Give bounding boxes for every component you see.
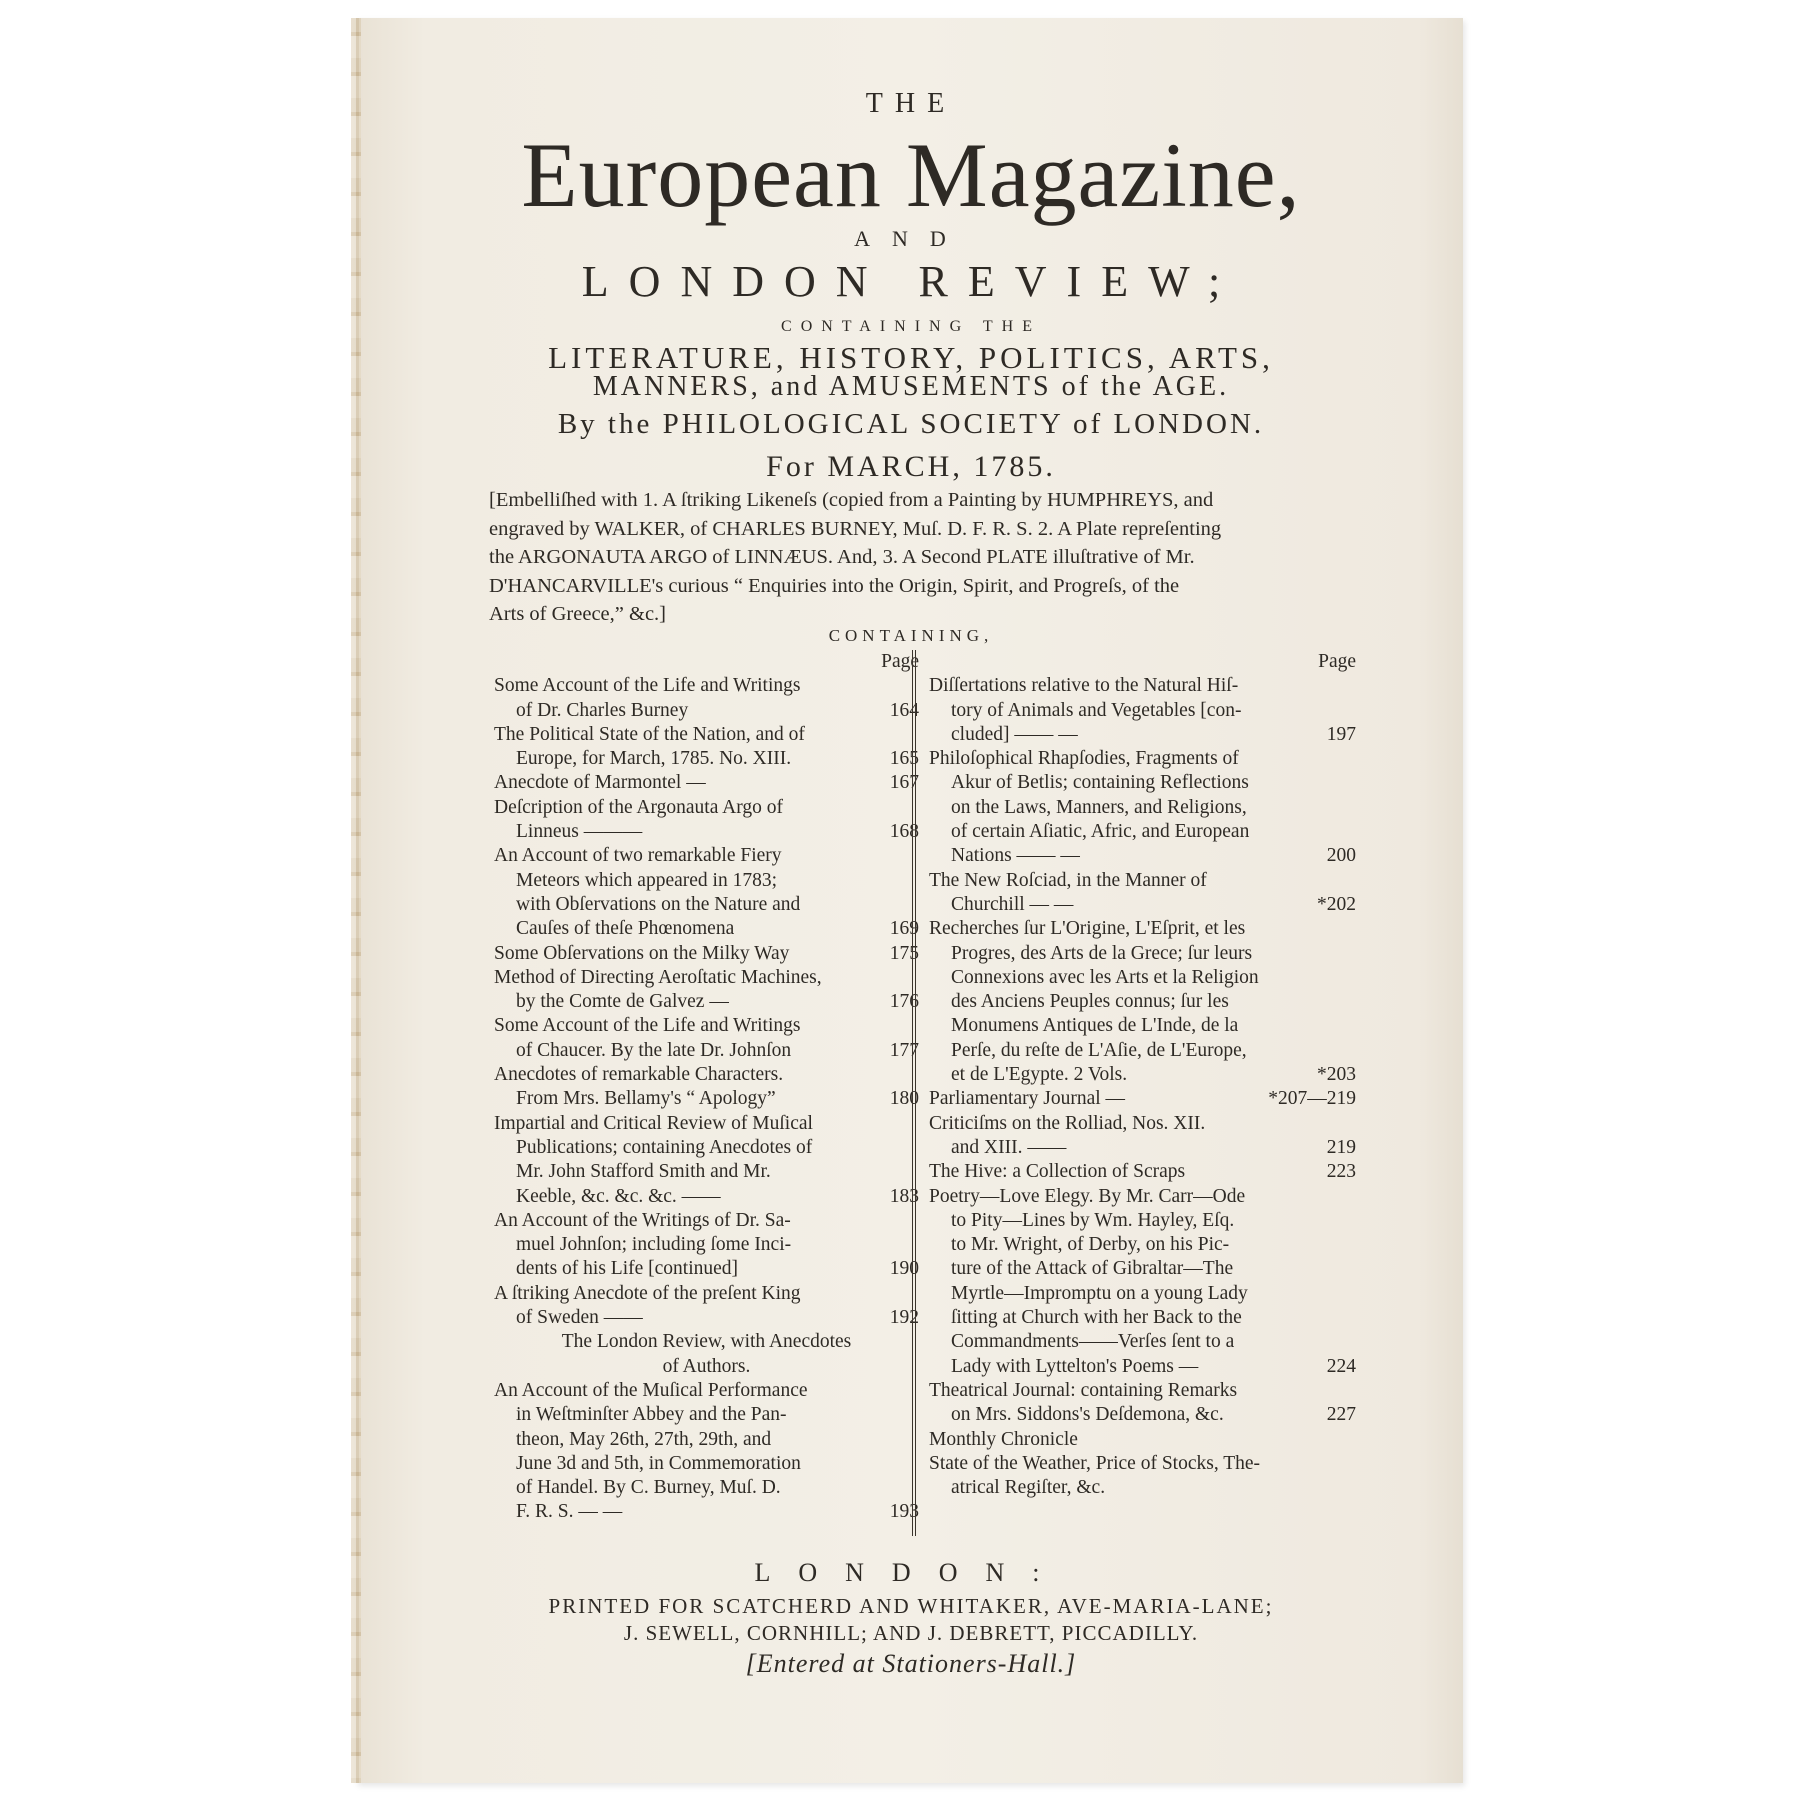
contents-entry (494, 723, 919, 772)
entry-page-number: 219 (1326, 1136, 1356, 1158)
by-line: By the PHILOLOGICAL SOCIETY of LONDON. (557, 408, 1265, 440)
entry-line: An Account of the Writings of Dr. Sa- (494, 1209, 791, 1231)
entry-line: Theatrical Journal: containing Remarks (929, 1379, 1238, 1401)
contents-entry (494, 942, 919, 966)
entry-line: The London Review, with Anecdotes (561, 1331, 852, 1353)
entry-line: Meteors which appeared in 1783; (516, 869, 778, 891)
entry-line: Churchill — — (951, 893, 1074, 915)
entry-line: Linneus ——— (516, 821, 643, 843)
entry-line: June 3d and 5th, in Commemoration (516, 1452, 801, 1474)
contents-entry (929, 674, 1356, 747)
embellished-line: D'HANCARVILLE's curious “ Enquiries into the Origin, Spirit, and Progreſs, of the (489, 574, 1180, 597)
containing-the: CONTAINING THE (781, 318, 1041, 335)
entry-line: Anecdotes of remarkable Characters. (494, 1064, 784, 1086)
entry-page-number: 224 (1326, 1355, 1356, 1377)
entry-line: Lady with Lyttelton's Poems — (951, 1355, 1199, 1377)
entry-line: in Weſtminſter Abbey and the Pan- (516, 1404, 787, 1426)
entry-line: The Political State of the Nation, and of (494, 723, 805, 745)
entry-line: of Authors. (662, 1355, 751, 1377)
entry-page-number: 175 (889, 942, 919, 964)
contents-entry (494, 771, 919, 795)
entry-line: Impartial and Critical Review of Muſical (494, 1112, 813, 1134)
entry-line: Deſcription of the Argonauta Argo of (494, 796, 784, 818)
masthead-and: AND (854, 226, 968, 251)
page-column-label: Page (881, 651, 919, 672)
entry-line: Some Obſervations on the Milky Way (494, 942, 790, 964)
entry-page-number: *207—219 (1268, 1088, 1356, 1110)
entered-note: [Entered at Stationers-Hall.] (745, 1649, 1077, 1678)
entry-line: Cauſes of theſe Phœnomena (516, 918, 735, 940)
entry-line: Monumens Antiques de L'Inde, de la (951, 1015, 1239, 1037)
contents-entry (494, 1379, 919, 1525)
entry-line: Mr. John Stafford Smith and Mr. (516, 1161, 771, 1183)
contents-entry (929, 1160, 1356, 1184)
embellishments-note (489, 486, 1351, 629)
column-divider (912, 650, 916, 1536)
contents-entry (494, 1014, 919, 1063)
entry-line: The Hive: a Collection of Scraps (929, 1161, 1186, 1183)
entry-page-number: *203 (1317, 1064, 1356, 1086)
contents-entry (494, 796, 919, 845)
contents-entry (929, 1185, 1356, 1379)
entry-line: cluded] —— — (951, 723, 1078, 745)
entry-line: Akur of Betlis; containing Reflections (951, 772, 1249, 794)
contents-entry (929, 1087, 1356, 1111)
entry-line: of Sweden —— (516, 1307, 643, 1329)
entry-line: with Obſervations on the Nature and (516, 893, 801, 915)
embellished-line: [Embelliſhed with 1. A ſtriking Likeneſs (copied from a Painting by HUMPHREYS, and (489, 489, 1214, 511)
entry-page-number: 223 (1326, 1161, 1356, 1183)
contents-entry (929, 1112, 1356, 1161)
embellished-line: Arts of Greece,” &c.] (489, 603, 667, 625)
contents-entry (494, 1112, 919, 1209)
entry-line: Philoſophical Rhapſodies, Fragments of (929, 748, 1239, 770)
entry-line: State of the Weather, Price of Stocks, The- (929, 1452, 1261, 1474)
imprint-london: LONDON: (754, 1558, 1068, 1587)
imprint-line-1: PRINTED FOR SCATCHERD AND WHITAKER, AVE-MARIA-LANE; (548, 1594, 1274, 1618)
entry-line: on the Laws, Manners, and Religions, (951, 796, 1247, 818)
entry-line: From Mrs. Bellamy's “ Apology” (516, 1088, 776, 1110)
entry-page-number: 192 (889, 1307, 919, 1329)
contents-entry (494, 1330, 919, 1379)
entry-line: muel Johnſon; including ſome Inci- (516, 1234, 792, 1256)
imprint-line-2: J. SEWELL, CORNHILL; AND J. DEBRETT, PICCADILLY. (623, 1621, 1199, 1645)
entry-line: Poetry—Love Elegy. By Mr. Carr—Ode (929, 1185, 1246, 1207)
entry-line: of Chaucer. By the late Dr. Johnſon (516, 1039, 792, 1061)
entry-line: The New Roſciad, in the Manner of (929, 869, 1207, 891)
entry-line: theon, May 26th, 27th, 29th, and (516, 1428, 772, 1450)
entry-page-number: 164 (889, 699, 919, 721)
entry-line: Method of Directing Aeroſtatic Machines, (494, 966, 822, 988)
entry-page-number: 183 (889, 1185, 919, 1207)
entry-page-number: 169 (889, 918, 919, 940)
entry-line: on Mrs. Siddons's Deſdemona, &c. (951, 1404, 1224, 1426)
entry-line: of Dr. Charles Burney (516, 699, 689, 721)
entry-line: by the Comte de Galvez — (516, 991, 729, 1013)
entry-page-number: 180 (889, 1088, 919, 1110)
page-column-label: Page (1318, 651, 1356, 672)
entry-line: A ſtriking Anecdote of the preſent King (494, 1282, 801, 1304)
entry-line: Myrtle—Impromptu on a young Lady (951, 1282, 1248, 1304)
entry-line: of certain Aſiatic, Afric, and European (951, 821, 1250, 843)
embellished-line: the ARGONAUTA ARGO of LINNÆUS. And, 3. A Second PLATE illuſtrative of Mr. (489, 546, 1195, 568)
entry-line: Diſſertations relative to the Natural Hiſ- (929, 675, 1239, 697)
entry-line: Progres, des Arts de la Grece; ſur leurs (951, 942, 1253, 964)
entry-line: ture of the Attack of Gibraltar—The (951, 1258, 1234, 1280)
contents-right-column (929, 650, 1356, 1500)
entry-line: Keeble, &c. &c. &c. —— (516, 1185, 721, 1207)
entry-line: Some Account of the Life and Writings (494, 675, 801, 697)
entry-line: An Account of the Muſical Performance (494, 1379, 808, 1401)
contents-entry (929, 1428, 1356, 1452)
entry-line: Perſe, du reſte de L'Aſie, de L'Europe, (951, 1039, 1247, 1061)
entry-line: Nations —— — (951, 845, 1080, 867)
entry-line: Anecdote of Marmontel — (494, 772, 706, 794)
contents-entry (494, 1282, 919, 1331)
contents-heading: CONTAINING, (828, 626, 994, 645)
entry-line: F. R. S. — — (516, 1501, 623, 1523)
entry-line: atrical Regiſter, &c. (951, 1477, 1106, 1499)
masthead-review: LONDON REVIEW; (581, 257, 1241, 306)
masthead-title: European Magazine, (521, 124, 1301, 226)
contents-entry (494, 1063, 919, 1112)
entry-line: Commandments——Verſes ſent to a (951, 1331, 1235, 1353)
entry-line: to Mr. Wright, of Derby, on his Pic- (951, 1234, 1230, 1256)
entry-line: Publications; containing Anecdotes of (516, 1136, 813, 1158)
issue-date: For MARCH, 1785. (766, 450, 1056, 483)
entry-page-number: 227 (1326, 1404, 1356, 1426)
entry-line: of Handel. By C. Burney, Muſ. D. (516, 1477, 781, 1499)
embellished-line: engraved by WALKER, of CHARLES BURNEY, Muſ. D. F. R. S. 2. A Plate repreſenting (489, 517, 1222, 540)
entry-line: Parliamentary Journal — (929, 1088, 1126, 1110)
contents-entry (494, 674, 919, 723)
entry-line: ſitting at Church with her Back to the (951, 1307, 1242, 1329)
contents-entry (494, 1209, 919, 1282)
contents-entry (929, 869, 1356, 918)
entry-line: et de L'Egypte. 2 Vols. (951, 1064, 1128, 1086)
entry-page-number: *202 (1317, 893, 1356, 915)
contents-entry (929, 747, 1356, 868)
contents-entry (494, 844, 919, 941)
contents-left-column (494, 650, 919, 1525)
entry-page-number: 176 (889, 991, 919, 1013)
subject-line-2: MANNERS, and AMUSEMENTS of the AGE. (592, 371, 1230, 402)
entry-page-number: 177 (889, 1039, 919, 1061)
contents-entry (929, 1452, 1356, 1501)
contents-entry (494, 966, 919, 1015)
contents-entry (929, 1379, 1356, 1428)
masthead-the: THE (865, 88, 957, 119)
entry-page-number: 200 (1326, 845, 1356, 867)
entry-line: and XIII. —— (951, 1136, 1067, 1158)
entry-line: Monthly Chronicle (929, 1428, 1078, 1450)
contents-entry (929, 917, 1356, 1087)
entry-line: Some Account of the Life and Writings (494, 1015, 801, 1037)
entry-line: Recherches ſur L'Origine, L'Eſprit, et les (929, 918, 1246, 940)
entry-line: Europe, for March, 1785. No. XIII. (516, 748, 792, 770)
entry-page-number: 167 (889, 772, 919, 794)
entry-line: tory of Animals and Vegetables [con- (951, 699, 1242, 721)
entry-page-number: 193 (889, 1501, 919, 1523)
subject-line-1: LITERATURE, HISTORY, POLITICS, ARTS, (548, 340, 1274, 375)
entry-line: des Anciens Peuples connus; ſur les (951, 991, 1229, 1013)
entry-page-number: 197 (1326, 723, 1356, 745)
magazine-page (356, 18, 1463, 1783)
entry-line: Connexions avec les Arts et la Religion (951, 966, 1259, 988)
entry-line: dents of his Life [continued] (516, 1258, 739, 1280)
entry-page-number: 190 (889, 1258, 919, 1280)
entry-page-number: 168 (889, 821, 919, 843)
entry-line: to Pity—Lines by Wm. Hayley, Eſq. (951, 1209, 1235, 1231)
entry-page-number: 165 (889, 748, 919, 770)
entry-line: An Account of two remarkable Fiery (494, 845, 782, 867)
entry-line: Criticiſms on the Rolliad, Nos. XII. (929, 1112, 1206, 1134)
